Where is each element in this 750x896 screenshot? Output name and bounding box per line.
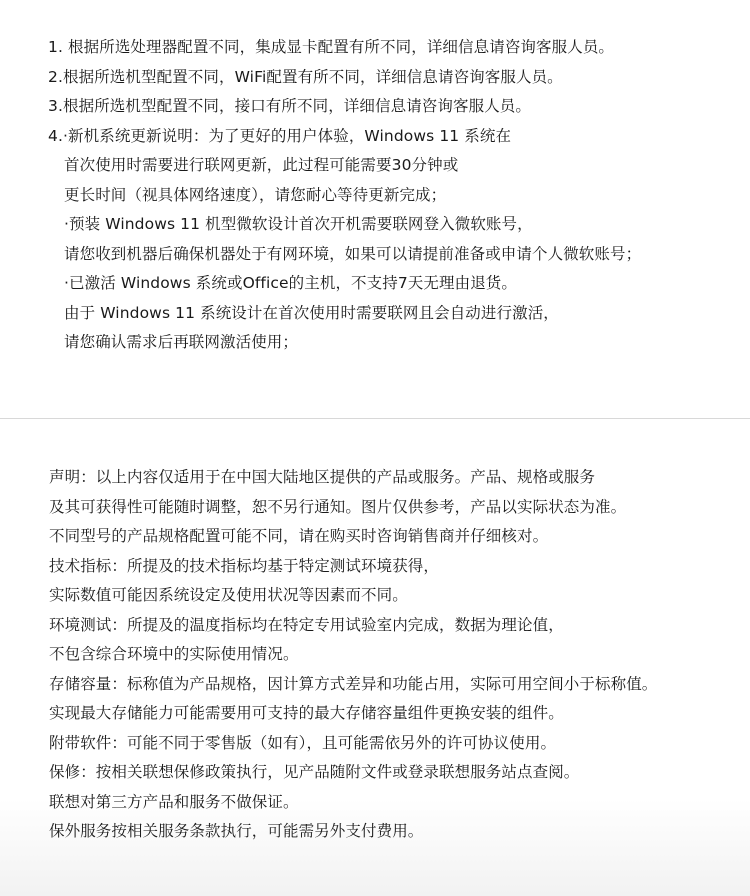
disclaimer-line: 实现最大存储能力可能需要用可支持的最大存储容量组件更换安装的组件。	[49, 704, 564, 722]
note-line: 由于 Windows 11 系统设计在首次使用时需要联网且会自动进行激活，	[64, 303, 559, 322]
disclaimer-line: 不同型号的产品规格配置可能不同，请在购买时咨询销售商并仔细核对。	[49, 527, 549, 545]
disclaimer-line: 及其可获得性可能随时调整，恕不另行通知。图片仅供参考，产品以实际状态为准。	[49, 497, 627, 516]
disclaimer-line: 附带软件：可能不同于零售版（如有），且可能需依另外的许可协议使用。	[49, 733, 557, 752]
note-line: 首次使用时需要进行联网更新，此过程可能需要30分钟或	[64, 156, 459, 174]
disclaimer-list	[49, 463, 739, 847]
note-line: ·已激活 Windows 系统或Office的主机，不支持7天无理由退货。	[64, 274, 518, 292]
note-line: 3.根据所选机型配置不同，接口有所不同，详细信息请咨询客服人员。	[48, 97, 531, 115]
note-line: 更长时间（视具体网络速度），请您耐心等待更新完成；	[64, 185, 447, 204]
disclaimer-line: 保外服务按相关服务条款执行，可能需另外支付费用。	[49, 822, 424, 840]
notes-list	[48, 33, 738, 358]
notes-section	[0, 0, 750, 418]
note-line: 请您收到机器后确保机器处于有网环境，如果可以请提前准备或申请个人微软账号；	[64, 244, 642, 263]
disclaimer-line: 存储容量：标称值为产品规格，因计算方式差异和功能占用，实际可用空间小于标称值。	[49, 674, 658, 693]
disclaimer-line: 环境测试：所提及的温度指标均在特定专用试验室内完成，数据为理论值，	[49, 615, 564, 634]
disclaimer-line: 保修：按相关联想保修政策执行，见产品随附文件或登录联想服务站点查阅。	[49, 763, 580, 781]
disclaimer-line: 技术指标：所提及的技术指标均基于特定测试环境获得，	[49, 556, 440, 575]
note-line: 请您确认需求后再联网激活使用；	[64, 333, 299, 351]
disclaimer-line: 联想对第三方产品和服务不做保证。	[49, 792, 299, 811]
note-line: 2.根据所选机型配置不同，WiFi配置有所不同，详细信息请咨询客服人员。	[48, 67, 563, 86]
note-line: ·预装 Windows 11 机型微软设计首次开机需要联网登入微软账号，	[64, 215, 533, 233]
note-line: 1. 根据所选处理器配置不同，集成显卡配置有所不同，详细信息请咨询客服人员。	[48, 38, 615, 56]
disclaimer-line: 实际数值可能因系统设定及使用状况等因素而不同。	[49, 586, 408, 604]
disclaimer-line: 不包含综合环境中的实际使用情况。	[49, 645, 299, 663]
note-line: 4.·新机系统更新说明：为了更好的用户体验，Windows 11 系统在	[48, 126, 512, 145]
disclaimer-line: 声明：以上内容仅适用于在中国大陆地区提供的产品或服务。产品、规格或服务	[49, 468, 596, 486]
